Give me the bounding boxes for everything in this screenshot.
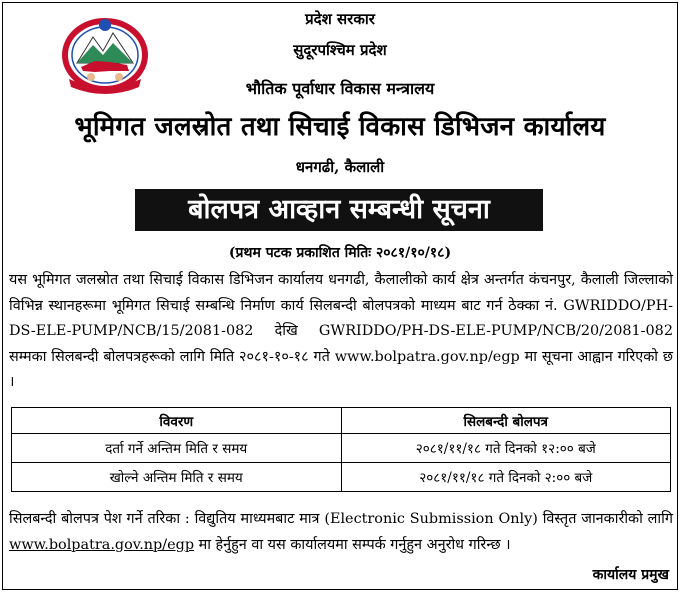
province-government: प्रदेश सरकार (305, 10, 375, 28)
ministry-name: भौतिक पूर्वाधार विकास मन्त्रालय (245, 79, 435, 98)
table-row (12, 434, 671, 463)
notice-paragraph-2 (9, 507, 673, 558)
row-label-opening: खोल्ने अन्तिम मिति र समय (12, 463, 342, 492)
office-location: धनगढी, कैलाली (295, 158, 385, 176)
bolpatra-link[interactable]: www.bolpatra.gov.np/egp (9, 536, 195, 553)
province-name: सुदूरपश्चिम प्रदेश (293, 41, 387, 59)
office-name: भूमिगत जलस्रोत तथा सिचाई विकास डिभिजन कार्यालय (74, 112, 606, 142)
publication-date: (प्रथम पटक प्रकाशित मितिः २०८१/१०/१८) (228, 245, 452, 261)
notice-title: बोलपत्र आव्हान सम्बन्धी सूचना (135, 189, 543, 231)
header-sealed-bid: सिलबन्दी बोलपत्र (341, 408, 671, 434)
notice-document (2, 2, 678, 590)
row-value-registration: २०८१/११/१८ गते दिनको १२:०० बजे (341, 434, 671, 463)
header-description: विवरण (12, 408, 342, 434)
paragraph-2-part1: सिलबन्दी बोलपत्र पेश गर्ने तरिका : विद्युतिय माध्यमबाट मात्र (Electronic Submission Only) विस्तृत जानकारीको लागि (9, 511, 673, 527)
row-value-opening: २०८१/११/१८ गते दिनको २:०० बजे (341, 463, 671, 492)
notice-paragraph-1 (9, 268, 673, 396)
paragraph-1-text: यस भूमिगत जलस्रोत तथा सिचाई विकास डिभिजन कार्यालय धनगढी, कैलालीको कार्य क्षेत्र अन्तर्गत कंचनपुर, कैलाली जिल्लाको विभिन्न स्थानहरूमा भूमिगत सिचाई सम्बन्धि निर्माण कार्य सिलबन्दी बोलपत्रको माध्यम बाट गर्न ठेक्का नं. GWRIDDO/PH-DS-ELE-PUMP/NCB/15/2081-082 देखि GWRIDDO/PH-DS-ELE-PUMP/NCB/20/2081-082 सम्मका सिलबन्दी बोलपत्रहरूको लागि मिति २०८१-१०-१८ गते www.bolpatra.gov.np/egp मा सूचना आह्वान गरिएको छ । (9, 272, 673, 390)
office-head-signature: कार्यालय प्रमुख (592, 567, 669, 583)
bid-schedule-table (11, 407, 671, 492)
paragraph-2-part2: मा हेर्नुहुन वा यस कार्यालयमा सम्पर्क गर्नुहुन अनुरोध गरिन्छ । (198, 536, 511, 553)
paragraph-2-text (9, 507, 673, 558)
row-label-registration: दर्ता गर्ने अन्तिम मिति र समय (12, 434, 342, 463)
table-row (12, 463, 671, 492)
table-header-row (12, 408, 671, 434)
